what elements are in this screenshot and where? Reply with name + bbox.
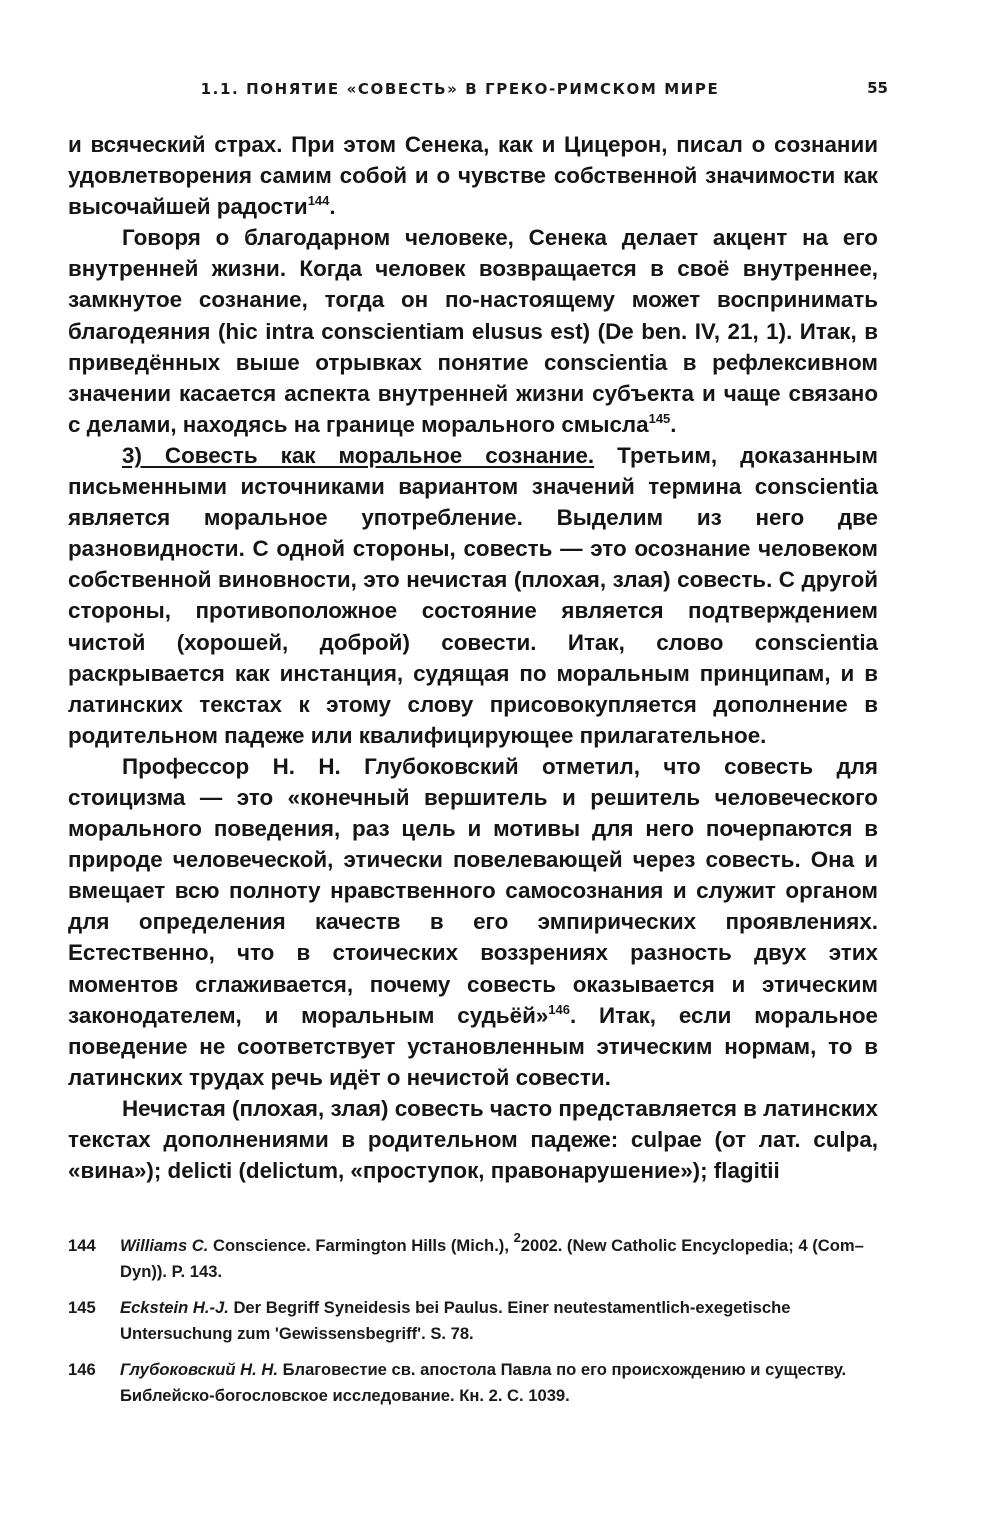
footnote-author: Eckstein H.-J. (120, 1298, 229, 1317)
section-heading: 3) Совесть как моральное сознание. (122, 442, 595, 468)
paragraph (68, 751, 878, 1093)
paragraph-tail: . (329, 194, 336, 220)
footnote-ref-146[interactable]: 146 (548, 1001, 570, 1017)
footnotes (68, 1230, 878, 1419)
paragraph-text: Говоря о благодарном человеке, Сенека делает акцент на его внутренней жизни. Когда человек возвращается в своё внутреннее, замкнутое сознание, тогда он по-настоящему может воспринимать благодеяния (hic intra conscientiam elusus est) (De ben. IV, 21, 1). Итак, в приведённых выше отрывках понятие conscientia в рефлексивном значении касается аспекта внутренней жизни субъекта и чаще связано с делами, находясь на границе морального смысла (68, 225, 878, 437)
paragraph-tail: . Итак, если моральное поведение не соответствует установленным этическим нормам, то в латинских трудах речь идёт о нечистой совести. (68, 1002, 878, 1090)
edition-superscript: 2 (513, 1230, 521, 1245)
paragraph (68, 222, 878, 440)
footnote-body: Благовестие св. апостола Павла по его происхождению и существу. Библейско-богословское исследование. Кн. 2. С. 1039. (120, 1360, 847, 1405)
footnote (68, 1230, 878, 1285)
footnote-text (120, 1360, 846, 1405)
paragraph-tail: . (670, 411, 677, 437)
footnote-body: 2002. (New Catholic Encyclopedia; 4 (Com–Dyn)). P. 143. (120, 1236, 864, 1281)
footnote-author: Глубоковский Н. Н. (120, 1360, 278, 1379)
running-title: 1.1. ПОНЯТИЕ «СОВЕСТЬ» В ГРЕКО-РИМСКОМ МИРЕ (200, 80, 720, 98)
footnote-body: Der Begriff Syneidesis bei Paulus. Einer neutestamentlich-exegetische Untersuchung zum 'Gewissensbegriff'. S. 78. (120, 1298, 791, 1343)
footnote (68, 1357, 878, 1409)
paragraph-text: и всяческий страх. При этом Сенека, как и Цицерон, писал о сознании удовлетворения самим собой и о чувстве собственной значимости как высочайшей радости (68, 132, 878, 220)
paragraph (68, 1093, 878, 1186)
footnote-number: 144 (68, 1236, 96, 1255)
footnote-text (120, 1298, 790, 1343)
main-text (68, 129, 878, 1186)
footnote (68, 1295, 878, 1347)
footnote-body: Conscience. Farmington Hills (Mich.), (208, 1236, 514, 1255)
footnote-text (120, 1230, 864, 1281)
paragraph (68, 129, 878, 222)
paragraph-text: Третьим, доказанным письменными источниками вариантом значений термина conscientia является моральное употребление. Выделим из него две разновидности. С одной стороны, совесть — это осознание человеком собственной виновности, это нечистая (плохая, злая) совесть. С другой стороны, противоположное состояние является подтверждением чистой (хорошей, доброй) совести. Итак, слово conscientia раскрывается как инстанция, судящая по моральным принципам, и в латинских текстах к этому слову присовокупляется дополнение в родительном падеже или квалифицирующее прилагательное. (68, 442, 878, 748)
paragraph (68, 440, 878, 751)
footnote-ref-145[interactable]: 145 (648, 410, 671, 426)
page-number: 55 (867, 79, 888, 97)
footnote-number: 146 (68, 1360, 96, 1379)
footnote-ref-144[interactable]: 144 (307, 193, 330, 209)
paragraph-text: Профессор Н. Н. Глубоковский отметил, что совесть для стоицизма — это «конечный вершитель и решитель человеческого морального поведения, раз цель и мотивы для него почерпаются в природе человеческой, этически повелевающей через совесть. Она и вмещает всю полноту нравственного самосознания и служит органом для определения качеств в его эмпирических проявлениях. Естественно, что в стоических воззрениях разность двух этих моментов сглаживается, почему совесть оказывается и этическим законодателем, и моральным судьёй» (68, 753, 878, 1028)
paragraph-text: Нечистая (плохая, злая) совесть часто представляется в латинских текстах дополнениями в родительном падеже: culpae (от лат. culpa, «вина»); delicti (delictum, «проступок, правонарушение»); flagitii (68, 1095, 878, 1184)
footnote-author: Williams C. (120, 1236, 209, 1255)
footnote-number: 145 (68, 1298, 96, 1317)
